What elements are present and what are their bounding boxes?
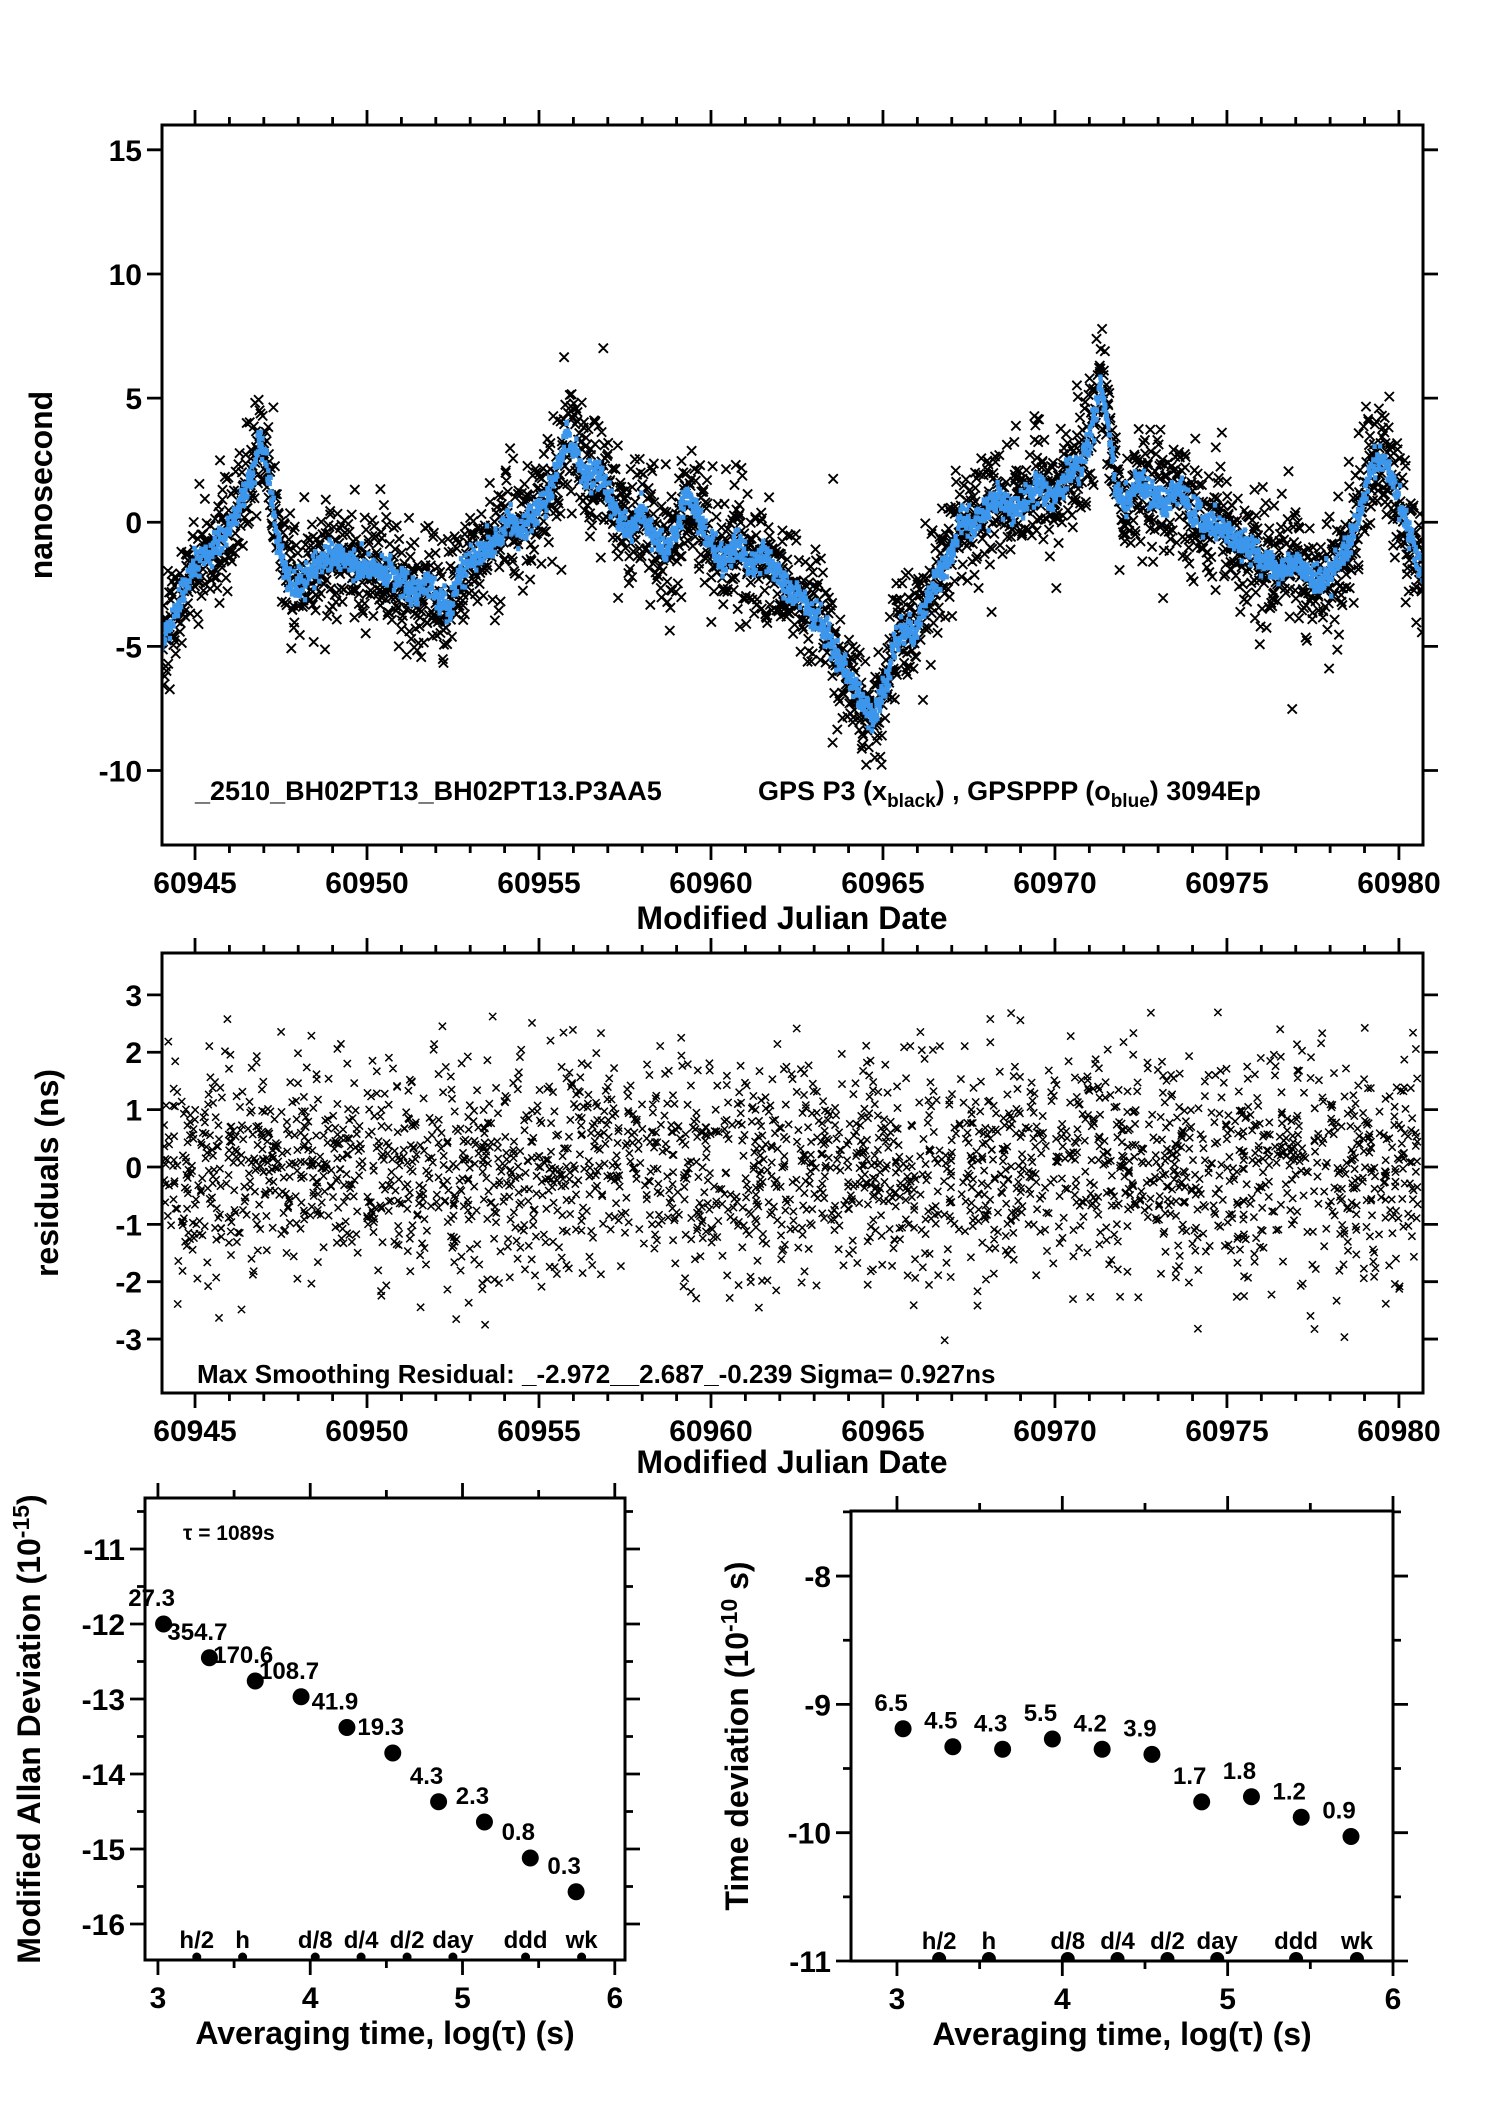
mdev-ytick-label: -11 <box>83 1534 125 1567</box>
mdev-point-label: 108.7 <box>259 1657 320 1685</box>
mdev-xtick-label: 3 <box>149 1982 167 2015</box>
tdev-ytick-label: -11 <box>789 1946 831 1979</box>
residuals-ytick-label: 1 <box>125 1094 142 1128</box>
mdev-time-marker-label: d/8 <box>297 1927 333 1954</box>
generated-plots <box>8 110 1441 2016</box>
gps_comparison-xtick-label: 60970 <box>1013 867 1097 900</box>
tdev-time-marker-label: d/2 <box>1150 1928 1185 1955</box>
residuals-ytick-label: 2 <box>125 1037 142 1071</box>
gps_comparison-ticks <box>147 110 1438 860</box>
residual-stats-annotation: Max Smoothing Residual: _-2.972__2.687_-0.239 Sigma= 0.927ns <box>197 1359 996 1389</box>
mdev-time-marker-label: h/2 <box>179 1927 215 1954</box>
tdev-ytick-label: -10 <box>787 1817 831 1851</box>
gps_comparison-xtick-label: 60950 <box>325 867 409 900</box>
mdev-point <box>430 1793 447 1810</box>
residuals-xtick-label: 60955 <box>497 1415 581 1448</box>
tdev-point-label: 6.5 <box>874 1689 908 1717</box>
tdev-xtick-label: 3 <box>888 1983 906 2016</box>
residuals-xtick-label: 60945 <box>153 1415 237 1448</box>
mdev-point-label: 27.3 <box>128 1585 175 1612</box>
mdev-xtick-label: 4 <box>301 1982 319 2015</box>
gps_comparison-ytick-label: 15 <box>108 134 142 168</box>
mdev-yaxis-title: Modified Allan Deviation $(10^{-15})$ <box>8 1494 47 1964</box>
tdev-ytick-label: -9 <box>804 1689 831 1723</box>
residuals-xtick-label: 60965 <box>841 1415 925 1448</box>
residuals-ytick-label: -2 <box>115 1266 142 1300</box>
residuals-xtick-label: 60970 <box>1013 1415 1097 1448</box>
mdev-time-marker-label: wk <box>565 1927 598 1954</box>
mdev-point <box>293 1688 310 1705</box>
residuals-scatter <box>161 1009 1422 1344</box>
tdev-time-marker-label: day <box>1196 1928 1238 1955</box>
tdev-yaxis-title: Time deviation ($10^{-10}$ s) <box>716 1561 755 1911</box>
tdev-point-label: 5.5 <box>1023 1700 1058 1728</box>
dataset-label: _2510_BH02PT13_BH02PT13.P3AA5 <box>195 776 662 806</box>
residuals-xtick-label: 60960 <box>669 1415 753 1448</box>
mdev-point-label: 170.6 <box>213 1642 274 1669</box>
tdev-xtick-label: 5 <box>1219 1983 1236 2016</box>
mdev-point-label: 4.3 <box>409 1762 444 1790</box>
tdev-point-label: 1.2 <box>1272 1778 1306 1806</box>
mdev-time-marker-label: d/2 <box>389 1927 425 1954</box>
tdev-point-label: 0.9 <box>1322 1797 1356 1825</box>
residuals-ytick-label: -3 <box>115 1324 142 1358</box>
gps_comparison-ytick-label: -5 <box>115 631 142 665</box>
residuals-axes-box <box>162 953 1423 1393</box>
tdev-time-marker-label: ddd <box>1274 1928 1319 1955</box>
mdev-ytick-label: -13 <box>81 1684 125 1717</box>
mdev-time-marker-label: day <box>432 1927 474 1954</box>
tdev-time-marker-label: d/8 <box>1050 1928 1086 1955</box>
residuals-ytick-label: -1 <box>115 1209 142 1243</box>
tdev-point <box>1343 1828 1360 1845</box>
mdev-ytick-label: -16 <box>81 1909 125 1942</box>
mdev-time-marker-label: h <box>235 1927 250 1954</box>
mdev-point <box>522 1850 539 1867</box>
tdev-point <box>1193 1793 1210 1810</box>
mdev-ytick-label: -12 <box>81 1609 125 1642</box>
mdev-xtick-label: 6 <box>606 1982 624 2015</box>
mdev-ytick-label: -14 <box>81 1759 125 1792</box>
residuals-ytick-label: 3 <box>125 979 142 1013</box>
residuals-ticks <box>147 938 1438 1408</box>
tdev-point-label: 4.5 <box>924 1707 958 1735</box>
mdev-time-marker-label: d/4 <box>343 1927 379 1954</box>
tdev-time-marker-label: d/4 <box>1100 1928 1135 1955</box>
mdev-xaxis-title: Averaging time, log(τ) (s) <box>195 2015 575 2051</box>
residuals-xtick-label: 60975 <box>1185 1415 1269 1448</box>
panel-mdev <box>8 1483 640 2015</box>
tdev-time-marker-label: h <box>981 1928 997 1955</box>
tdev-axes-box <box>851 1511 1393 1961</box>
mdev-point-label: 41.9 <box>311 1688 359 1716</box>
residuals-yaxis-title: residuals (ns) <box>29 1068 65 1278</box>
tdev-point-label: 4.3 <box>973 1710 1008 1738</box>
gps_comparison-xtick-label: 60980 <box>1357 867 1441 900</box>
gps_comparison-ytick-label: 0 <box>125 507 142 541</box>
panel-tdev <box>716 1496 1408 2016</box>
tdev-point <box>994 1741 1011 1758</box>
tdev-point <box>1044 1731 1061 1748</box>
tdev-xtick-label: 4 <box>1053 1983 1071 2016</box>
mdev-point-label: 0.3 <box>547 1852 581 1880</box>
tdev-point-label: 4.2 <box>1073 1710 1107 1738</box>
tdev-time-marker-label: h/2 <box>921 1928 957 1955</box>
mdev-ytick-label: -15 <box>81 1834 125 1867</box>
gps_comparison-ytick-label: 10 <box>108 258 142 292</box>
tdev-ticks <box>836 1496 1408 1976</box>
tdev-ytick-label: -8 <box>804 1561 831 1595</box>
gps_comparison-xtick-label: 60975 <box>1185 867 1269 900</box>
gps_comparison-ytick-label: -10 <box>98 755 142 789</box>
residuals-xaxis-title: Modified Julian Date <box>636 1444 948 1480</box>
tdev-point <box>1143 1746 1160 1763</box>
gps_comparison-xtick-label: 60955 <box>497 867 581 900</box>
tdev-point-label: 1.8 <box>1222 1757 1257 1785</box>
mdev-point-label: 354.7 <box>167 1618 228 1646</box>
gps_comparison-xtick-label: 60960 <box>669 867 753 900</box>
mdev-time-marker-label: ddd <box>503 1927 548 1954</box>
tdev-point-label: 1.7 <box>1173 1762 1207 1790</box>
mdev-point <box>476 1814 493 1831</box>
tdev-xtick-label: 6 <box>1384 1983 1402 2016</box>
gps_comparison-ytick-label: 5 <box>125 383 142 417</box>
gps_comparison-xtick-label: 60945 <box>153 867 237 900</box>
gpsppp-scatter <box>160 375 1425 734</box>
mdev-point-label: 19.3 <box>357 1714 405 1741</box>
mdev-point <box>384 1745 401 1762</box>
tau-annotation: τ = 1089s <box>183 1522 275 1545</box>
residuals-xtick-label: 60980 <box>1357 1415 1441 1448</box>
tdev-point <box>1094 1741 1111 1758</box>
mdev-point <box>568 1883 585 1900</box>
mdev-point <box>338 1719 355 1736</box>
top-yaxis-title: nanosecond <box>23 390 59 580</box>
tdev-point <box>944 1738 961 1755</box>
tdev-xaxis-title: Averaging time, log(τ) (s) <box>932 2016 1312 2052</box>
residuals-ytick-label: 0 <box>125 1151 142 1185</box>
tdev-point <box>1293 1809 1310 1826</box>
tdev-point <box>1243 1788 1260 1805</box>
tdev-point <box>895 1720 912 1737</box>
legend-annotation: GPS P3 $(x_{black})$ , GPSPPP $(o_{blue})$ 3094Ep <box>758 776 1261 812</box>
mdev-xtick-label: 5 <box>454 1982 471 2015</box>
tdev-time-marker-label: wk <box>1340 1928 1373 1955</box>
tdev-point-label: 3.9 <box>1123 1715 1157 1743</box>
residuals-xtick-label: 60950 <box>325 1415 409 1448</box>
mdev-point-label: 2.3 <box>455 1783 490 1810</box>
top-xaxis-title: Modified Julian Date <box>636 900 948 936</box>
gps_comparison-xtick-label: 60965 <box>841 867 925 900</box>
mdev-point-label: 0.8 <box>501 1819 535 1846</box>
